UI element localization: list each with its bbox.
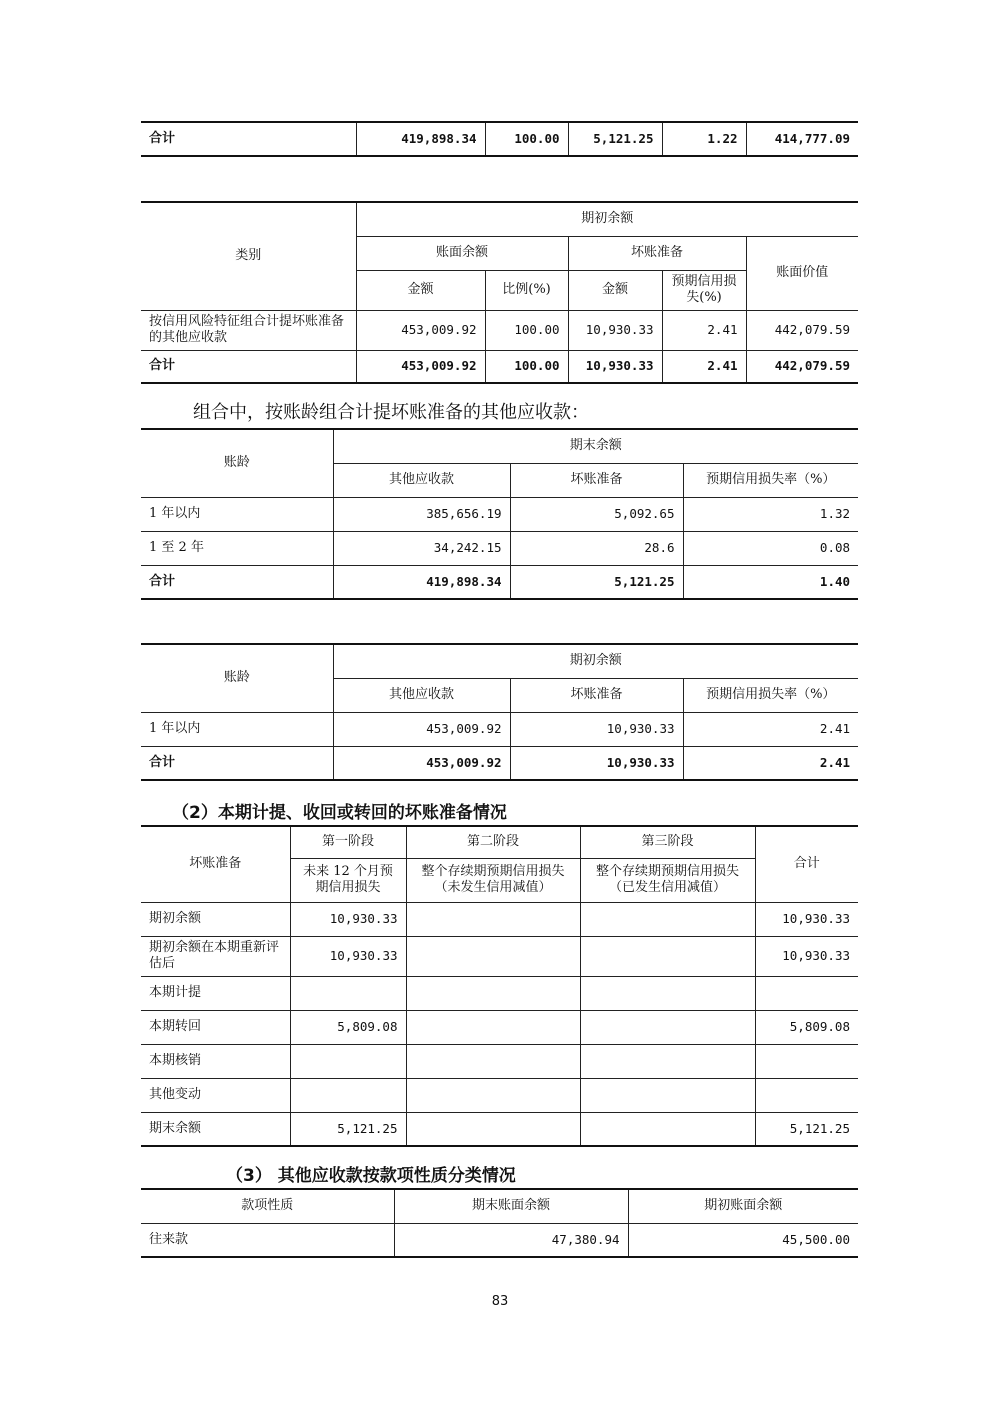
row-cell: 28.6 (510, 531, 683, 565)
row-label: 期初余额 (141, 902, 290, 936)
total-label: 合计 (141, 746, 333, 780)
row-cell: 2.41 (683, 712, 858, 746)
row-label: 1 年以内 (141, 712, 333, 746)
header-closing: 期末账面余额 (394, 1189, 628, 1223)
row-cell (580, 1010, 755, 1044)
total-cell: 414,777.09 (746, 122, 858, 156)
row-cell (290, 1044, 406, 1078)
row-cell: 5,809.08 (755, 1010, 858, 1044)
aging-heading: 组合中，按账龄组合计提坏账准备的其他应收款： (193, 402, 589, 423)
row-label: 本期核销 (141, 1044, 290, 1078)
row-cell (580, 902, 755, 936)
row-cell: 10,930.33 (755, 902, 858, 936)
row-cell (406, 1112, 580, 1146)
header-bad-debt: 坏账准备 (568, 236, 746, 270)
total-cell: 5,121.25 (510, 565, 683, 599)
closing-aging-table (141, 428, 858, 600)
total-label: 合计 (141, 565, 333, 599)
row-cell: 10,930.33 (290, 902, 406, 936)
opening-aging-table (141, 643, 858, 781)
header-period: 期末余额 (333, 429, 858, 463)
row-cell: 47,380.94 (394, 1223, 628, 1257)
row-cell (406, 936, 580, 976)
total-cell: 100.00 (485, 350, 568, 383)
header-aging: 账龄 (141, 644, 333, 712)
row-cell: 5,092.65 (510, 497, 683, 531)
row-cell (755, 976, 858, 1010)
opening-category-table (141, 201, 858, 384)
row-label: 往来款 (141, 1223, 394, 1257)
header-amount: 金额 (568, 270, 662, 310)
header-ratio: 比例(%) (485, 270, 568, 310)
row-cell (580, 1112, 755, 1146)
provision-table (141, 825, 858, 1147)
total-cell: 1.22 (662, 122, 746, 156)
row-label: 期末余额 (141, 1112, 290, 1146)
header-book-balance: 账面余额 (356, 236, 568, 270)
row-label: 按信用风险特征组合计提坏账准备的其他应收款 (141, 310, 356, 350)
row-cell: 100.00 (485, 310, 568, 350)
total-cell: 419,898.34 (356, 122, 485, 156)
total-label: 合计 (141, 350, 356, 383)
total-cell: 10,930.33 (510, 746, 683, 780)
row-cell: 10,930.33 (510, 712, 683, 746)
row-cell: 0.08 (683, 531, 858, 565)
row-cell (580, 1044, 755, 1078)
provision-heading: （2）本期计提、收回或转回的坏账准备情况 (172, 803, 507, 823)
total-cell: 453,009.92 (356, 350, 485, 383)
total-cell: 453,009.92 (333, 746, 510, 780)
row-cell: 453,009.92 (356, 310, 485, 350)
total-cell: 442,079.59 (746, 350, 858, 383)
row-cell (580, 1078, 755, 1112)
row-cell: 10,930.33 (568, 310, 662, 350)
row-cell: 385,656.19 (333, 497, 510, 531)
row-cell (406, 1010, 580, 1044)
header-total: 合计 (755, 826, 858, 902)
total-label: 合计 (141, 122, 356, 156)
header-stage2-desc: 整个存续期预期信用损失（未发生信用减值） (406, 858, 580, 902)
row-cell (755, 1044, 858, 1078)
row-cell (406, 976, 580, 1010)
header-stage1-desc: 未来 12 个月预期信用损失 (290, 858, 406, 902)
nature-table (141, 1188, 858, 1258)
header-receivable: 其他应收款 (333, 463, 510, 497)
total-cell: 5,121.25 (568, 122, 662, 156)
row-cell: 34,242.15 (333, 531, 510, 565)
row-cell: 442,079.59 (746, 310, 858, 350)
total-cell: 2.41 (683, 746, 858, 780)
row-cell (406, 902, 580, 936)
header-provision: 坏账准备 (141, 826, 290, 902)
header-category: 类别 (141, 202, 356, 310)
header-bad-debt: 坏账准备 (510, 463, 683, 497)
header-stage3: 第三阶段 (580, 826, 755, 858)
row-cell (755, 1078, 858, 1112)
total-cell: 100.00 (485, 122, 568, 156)
row-label: 1 至 2 年 (141, 531, 333, 565)
header-stage1: 第一阶段 (290, 826, 406, 858)
header-bad-debt: 坏账准备 (510, 678, 683, 712)
header-opening: 期初账面余额 (628, 1189, 858, 1223)
header-period: 期初余额 (356, 202, 858, 236)
row-cell: 453,009.92 (333, 712, 510, 746)
row-label: 1 年以内 (141, 497, 333, 531)
row-cell (290, 976, 406, 1010)
header-book-value: 账面价值 (746, 236, 858, 310)
row-cell (406, 1078, 580, 1112)
row-cell: 5,121.25 (290, 1112, 406, 1146)
header-ecl-rate: 预期信用损失率（%） (683, 463, 858, 497)
row-cell: 5,121.25 (755, 1112, 858, 1146)
row-cell: 1.32 (683, 497, 858, 531)
row-label: 本期计提 (141, 976, 290, 1010)
row-label: 期初余额在本期重新评估后 (141, 936, 290, 976)
row-cell (580, 976, 755, 1010)
row-cell: 10,930.33 (290, 936, 406, 976)
header-amount: 金额 (356, 270, 485, 310)
nature-heading: （3） 其他应收款按款项性质分类情况 (226, 1166, 516, 1186)
header-nature: 款项性质 (141, 1189, 394, 1223)
total-cell: 1.40 (683, 565, 858, 599)
row-cell (580, 936, 755, 976)
row-cell (406, 1044, 580, 1078)
total-cell: 419,898.34 (333, 565, 510, 599)
row-cell (290, 1078, 406, 1112)
header-receivable: 其他应收款 (333, 678, 510, 712)
header-stage2: 第二阶段 (406, 826, 580, 858)
top-total-table (141, 121, 858, 157)
header-ecl-rate: 预期信用损失率（%） (683, 678, 858, 712)
header-period: 期初余额 (333, 644, 858, 678)
total-cell: 2.41 (662, 350, 746, 383)
page-number: 83 (491, 1294, 509, 1309)
header-stage3-desc: 整个存续期预期信用损失（已发生信用减值） (580, 858, 755, 902)
header-ecl: 预期信用损失(%) (662, 270, 746, 310)
row-cell: 45,500.00 (628, 1223, 858, 1257)
row-cell: 5,809.08 (290, 1010, 406, 1044)
header-aging: 账龄 (141, 429, 333, 497)
row-label: 其他变动 (141, 1078, 290, 1112)
total-cell: 10,930.33 (568, 350, 662, 383)
row-label: 本期转回 (141, 1010, 290, 1044)
row-cell: 10,930.33 (755, 936, 858, 976)
row-cell: 2.41 (662, 310, 746, 350)
